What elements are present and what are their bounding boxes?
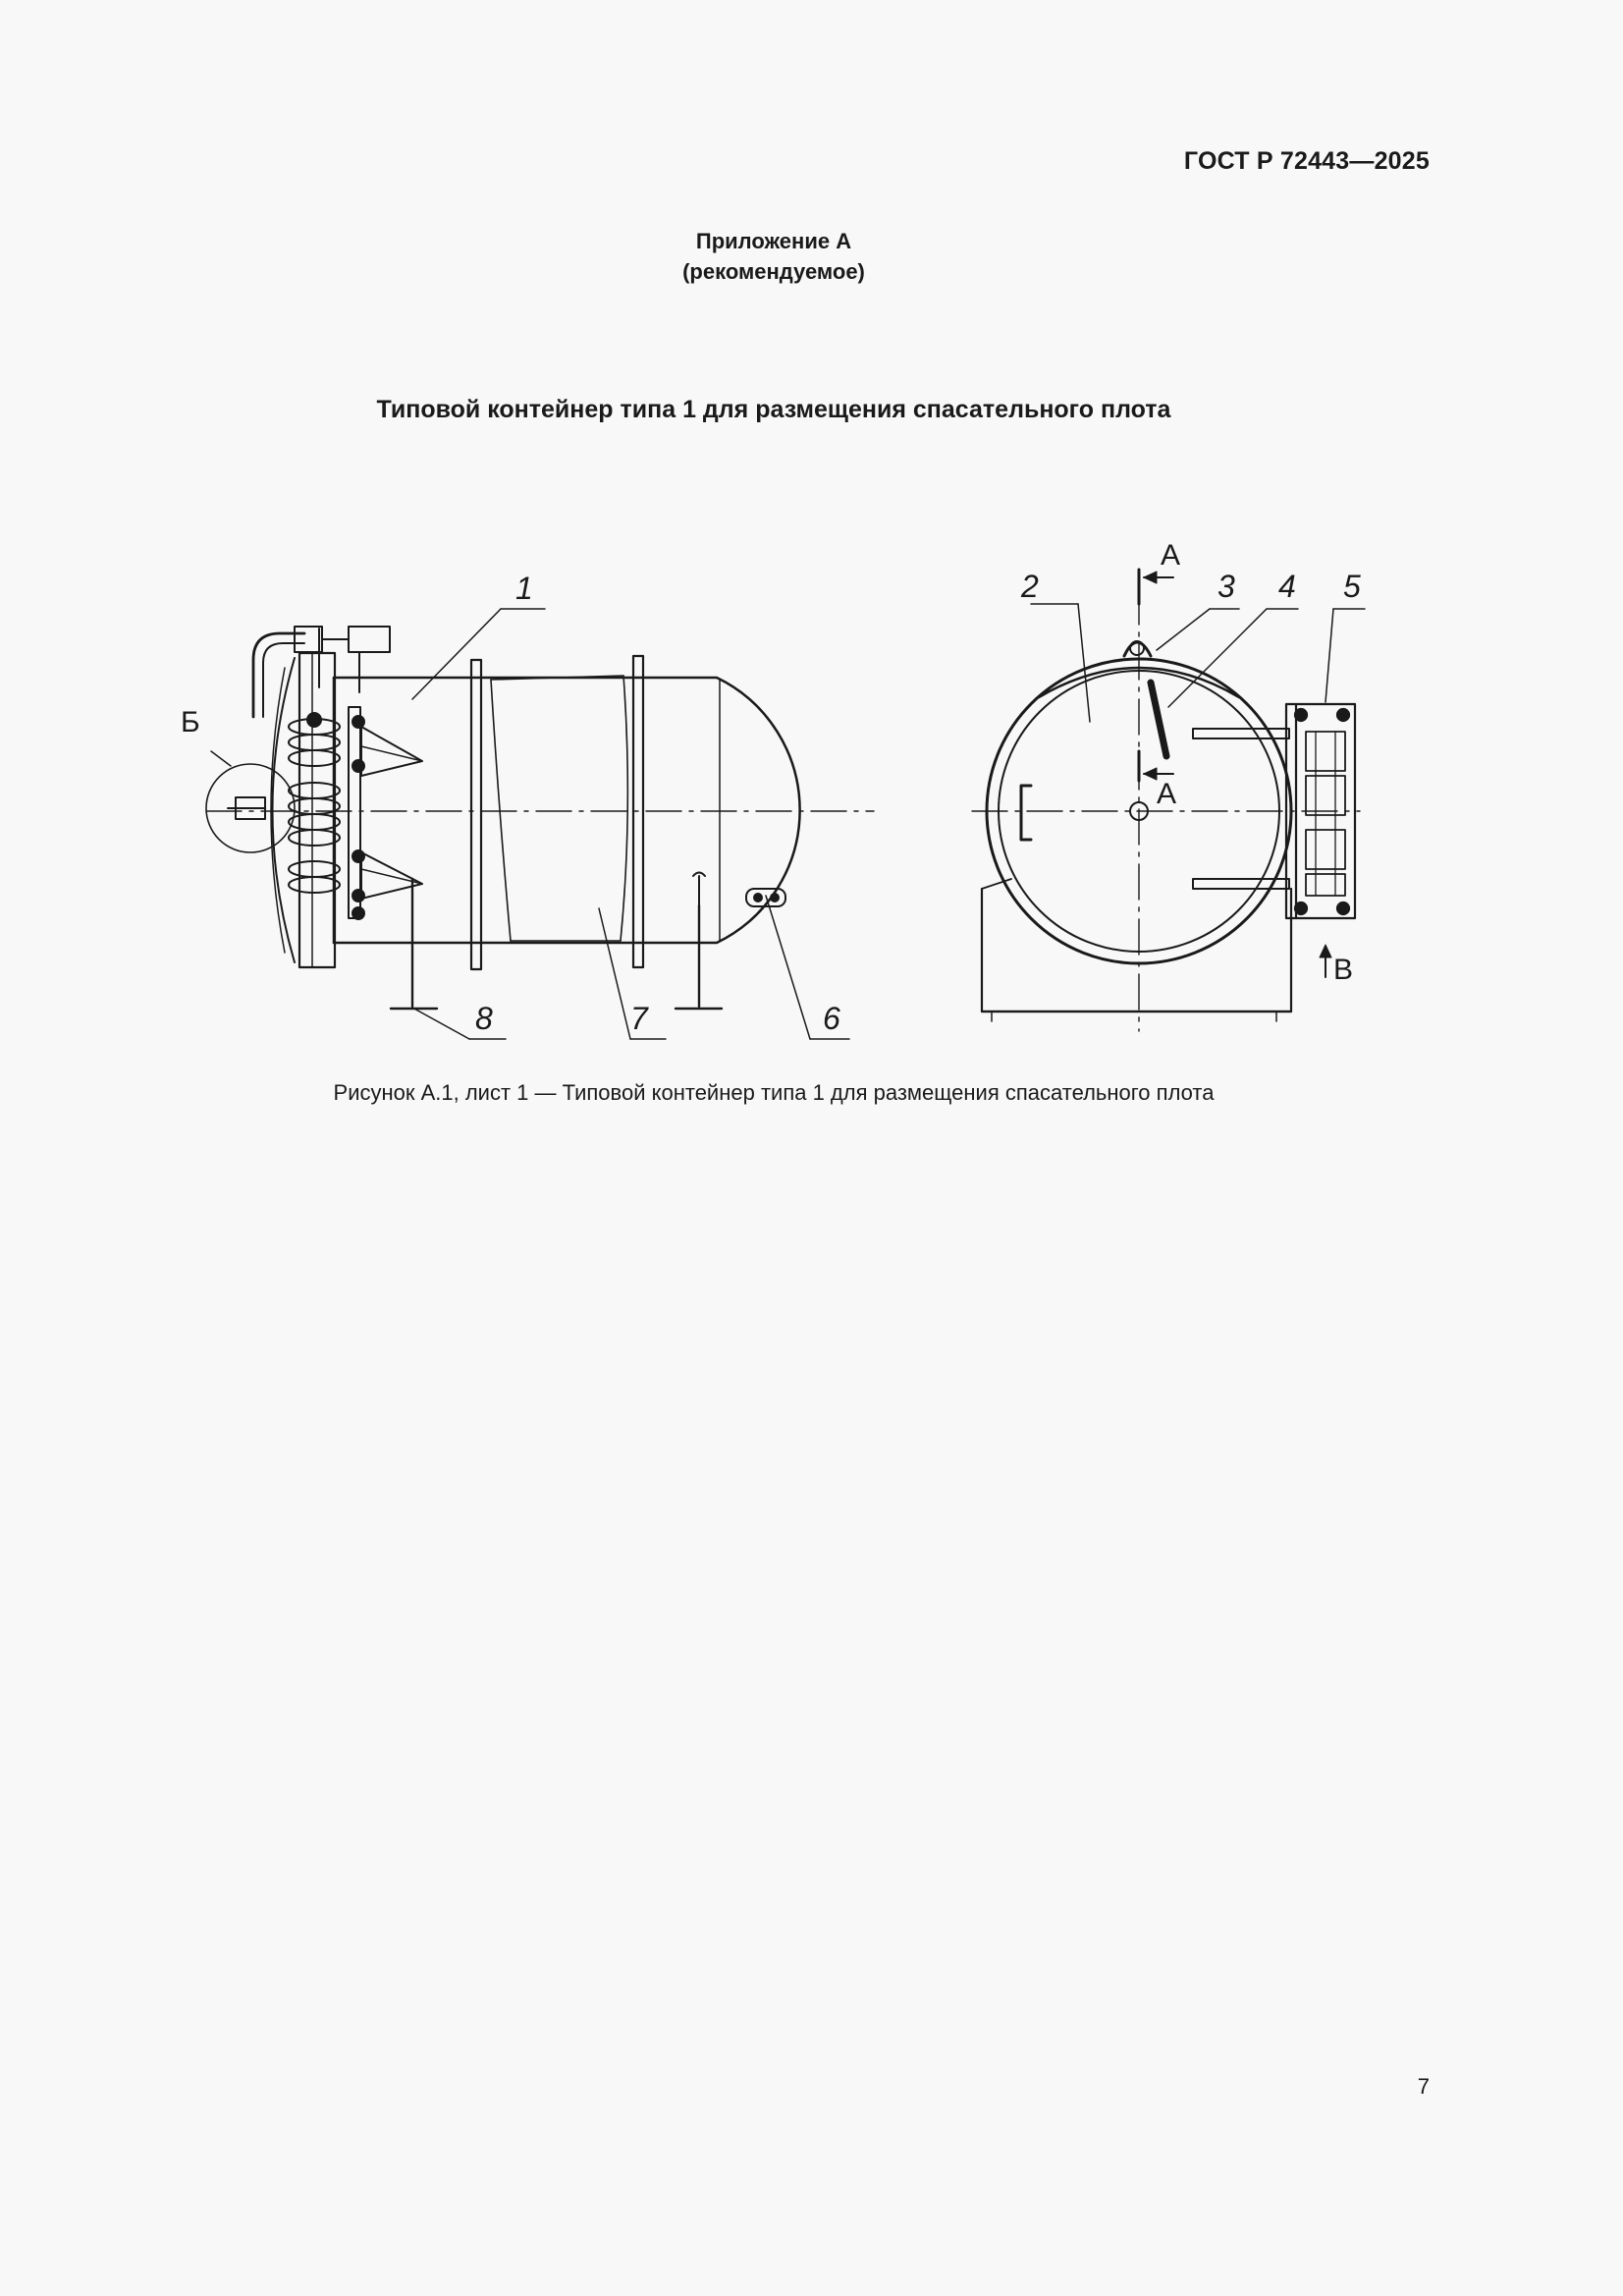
annex-title: Приложение А	[695, 229, 852, 253]
callout-3: 3	[1217, 569, 1235, 604]
saddle-base	[982, 889, 1291, 1011]
leaders-left	[211, 609, 849, 1039]
container-side-view	[206, 609, 874, 1039]
lifting-eye	[1124, 642, 1151, 656]
annex-status: (рекомендуемое)	[682, 259, 865, 284]
callout-8: 8	[475, 1001, 493, 1036]
callout-4: 4	[1278, 569, 1296, 604]
banding-straps	[471, 656, 643, 969]
bracket-top	[361, 727, 422, 776]
view-letter-b: Б	[181, 706, 200, 738]
section-letter-a-top: А	[1161, 539, 1181, 572]
lever-item-4	[1151, 683, 1166, 756]
callout-1: 1	[515, 571, 533, 606]
figure-title: Типовой контейнер типа 1 для размещения спасательного плота	[376, 396, 1171, 423]
side-handle	[1021, 786, 1031, 840]
item-6-part	[693, 873, 785, 907]
section-letter-a-mid: А	[1157, 778, 1177, 810]
callout-6: 6	[823, 1001, 840, 1036]
view-letter-v: В	[1333, 954, 1354, 986]
flange-plate	[299, 653, 335, 967]
page-number: 7	[1417, 2074, 1430, 2099]
raft-view	[491, 680, 511, 941]
callout-2: 2	[1021, 569, 1039, 604]
figure-caption: Рисунок А.1, лист 1 — Типовой контейнер типа 1 для размещения спасательного плота	[333, 1080, 1215, 1105]
callout-7: 7	[630, 1001, 648, 1036]
container-body	[334, 678, 800, 943]
standard-code: ГОСТ Р 72443—2025	[1183, 147, 1430, 175]
callout-5: 5	[1343, 569, 1361, 604]
